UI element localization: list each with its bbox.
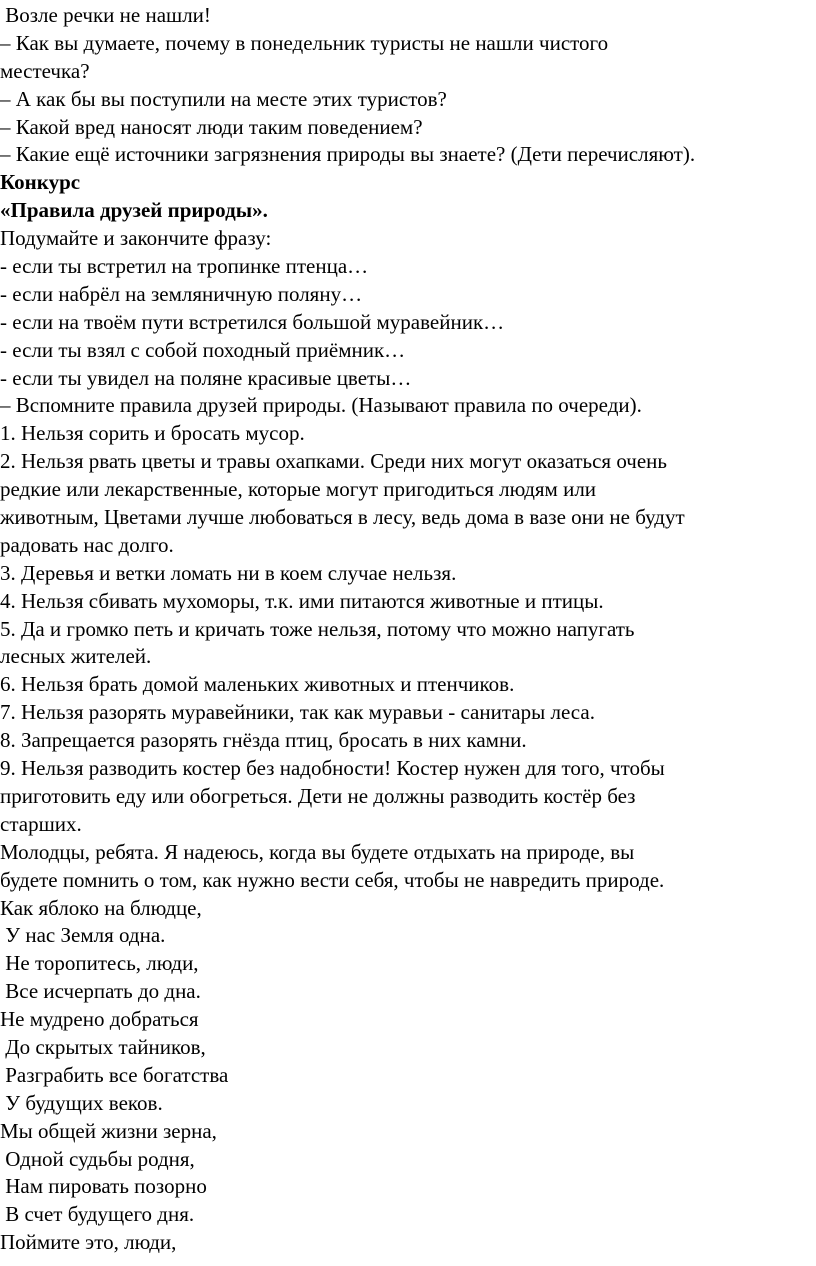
section-heading: «Правила друзей природы».: [0, 198, 268, 223]
rule-item: радовать нас долго.: [0, 532, 174, 557]
rule-item: 2. Нельзя рвать цветы и травы охапками. Среди них могут оказаться очень: [0, 449, 667, 474]
poem-line: Не торопитесь, люди,: [0, 951, 199, 976]
poem-line: Мы общей жизни зерна,: [0, 1118, 217, 1143]
section-heading: Конкурс: [0, 170, 81, 195]
question-line: – Вспомните правила друзей природы. (Называют правила по очереди).: [0, 393, 642, 418]
question-line: – Как вы думаете, почему в понедельник туристы не нашли чистого: [0, 30, 609, 55]
rule-item: лесных жителей.: [0, 644, 152, 669]
question-line: – А как бы вы поступили на месте этих туристов?: [0, 86, 447, 111]
rule-item: 6. Нельзя брать домой маленьких животных и птенчиков.: [0, 672, 515, 697]
prompt-item: - если ты взял с собой походный приёмник…: [0, 337, 406, 362]
rule-item: 4. Нельзя сбивать мухоморы, т.к. ими питаются животные и птицы.: [0, 588, 604, 613]
prompt-item: - если ты встретил на тропинке птенца…: [0, 254, 369, 279]
text-line: будете помнить о том, как нужно вести себя, чтобы не навредить природе.: [0, 867, 665, 892]
rule-item: приготовить еду или обогреться. Дети не должны разводить костёр без: [0, 783, 636, 808]
rule-item: 7. Нельзя разорять муравейники, так как муравьи - санитары леса.: [0, 700, 595, 725]
text-line: Возле речки не нашли!: [0, 3, 211, 27]
poem-line: У нас Земля одна.: [0, 923, 166, 948]
question-line: – Какой вред наносят люди таким поведением?: [0, 114, 423, 139]
rule-item: 5. Да и громко петь и кричать тоже нельзя, потому что можно напугать: [0, 616, 635, 641]
poem-line: Разграбить все богатства: [0, 1062, 229, 1087]
rule-item: старших.: [0, 811, 82, 836]
poem-line: Поймите это, люди,: [0, 1230, 177, 1255]
poem-line: Как яблоко на блюдце,: [0, 895, 202, 920]
rule-item: редкие или лекарственные, которые могут пригодиться людям или: [0, 477, 597, 502]
poem-line: Все исчерпать до дна.: [0, 979, 201, 1004]
rule-item: 1. Нельзя сорить и бросать мусор.: [0, 421, 305, 446]
question-line: местечка?: [0, 58, 90, 83]
question-line: – Какие ещё источники загрязнения природы вы знаете? (Дети перечисляют).: [0, 142, 696, 167]
rule-item: 3. Деревья и ветки ломать ни в коем случае нельзя.: [0, 560, 457, 585]
poem-line: В счет будущего дня.: [0, 1202, 195, 1227]
poem-line: Одной судьбы родня,: [0, 1146, 195, 1171]
poem-line: Нам пировать позорно: [0, 1174, 207, 1199]
prompt-item: - если ты увидел на поляне красивые цветы…: [0, 365, 412, 390]
poem-line: У будущих веков.: [0, 1090, 163, 1115]
rule-item: 9. Нельзя разводить костер без надобности! Костер нужен для того, чтобы: [0, 756, 665, 781]
document-page: [0, 2, 816, 1257]
rule-item: 8. Запрещается разорять гнёзда птиц, бросать в них камни.: [0, 728, 527, 753]
prompt-item: - если набрёл на земляничную поляну…: [0, 281, 363, 306]
rule-item: животным, Цветами лучше любоваться в лесу, ведь дома в вазе они не будут: [0, 505, 685, 530]
text-line: Молодцы, ребята. Я надеюсь, когда вы будете отдыхать на природе, вы: [0, 839, 635, 864]
poem-line: До скрытых тайников,: [0, 1034, 206, 1059]
instruction-line: Подумайте и закончите фразу:: [0, 226, 272, 251]
prompt-item: - если на твоём пути встретился большой муравейник…: [0, 309, 505, 334]
poem-line: Не мудрено добраться: [0, 1007, 199, 1032]
